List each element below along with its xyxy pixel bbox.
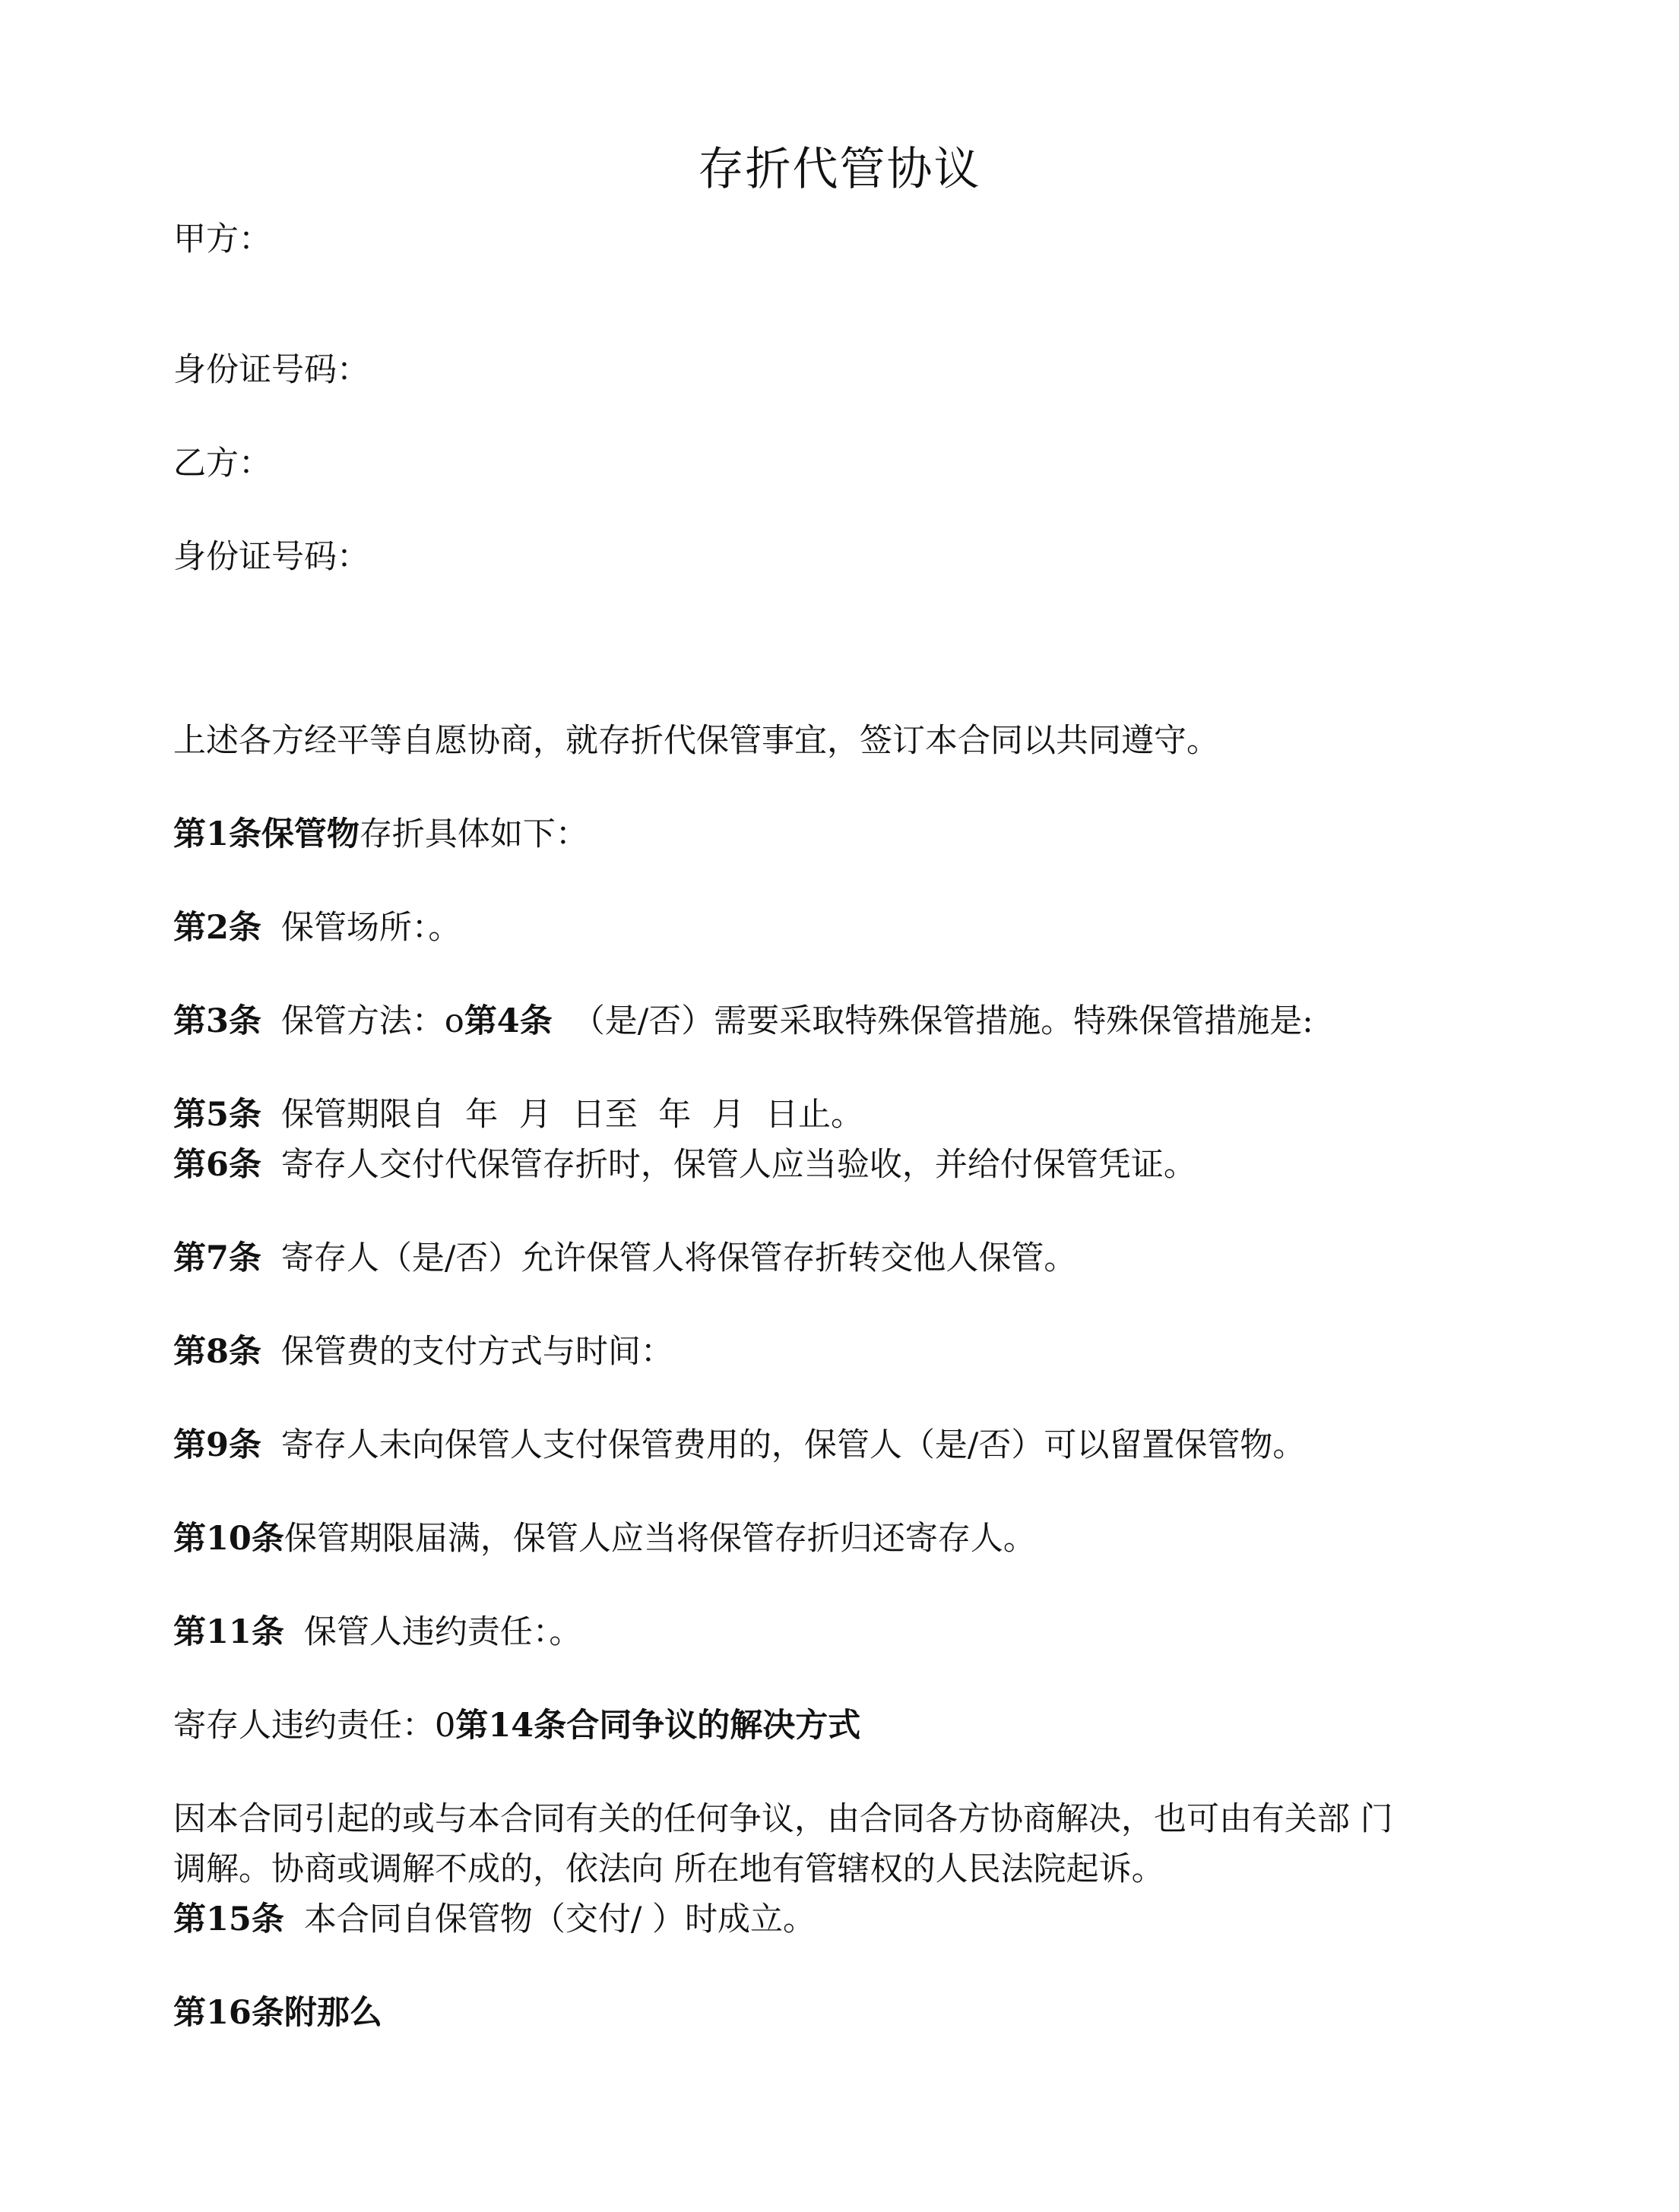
article-5-number: 第5条 <box>173 1096 261 1134</box>
article-6-text: 寄存人交付代保管存折时，保管人应当验收，并给付保管凭证。 <box>280 1146 1196 1184</box>
article-5-text: 保管期限自 年 月 日至 年 月 日止。 <box>280 1096 863 1134</box>
article-6 <box>173 1142 1196 1188</box>
depositor-liability-and-article-14 <box>173 1703 860 1748</box>
depositor-liability-text: 寄存人违约责任：0 <box>173 1707 456 1745</box>
article-3-number: 第3条 <box>173 1002 261 1040</box>
article-10-text: 保管期限届满，保管人应当将保管存折归还寄存人。 <box>284 1520 1036 1558</box>
dispute-line-1: 因本合同引起的或与本合同有关的任何争议，由合同各方协商解决，也可由有关部 门 <box>173 1800 1393 1838</box>
party-a-id-label: 身份证号码： <box>173 351 369 389</box>
article-16-text: 附那么 <box>284 1994 382 2032</box>
article-8-text: 保管费的支付方式与时间： <box>280 1333 673 1371</box>
article-7-number: 第7条 <box>173 1239 261 1277</box>
article-11-number: 第11条 <box>173 1613 284 1651</box>
article-15 <box>173 1897 816 1942</box>
article-4-number: 第4条 <box>464 1002 553 1040</box>
article-14-text: 合同争议的解决方式 <box>566 1707 861 1745</box>
article-15-number: 第15条 <box>173 1900 284 1938</box>
article-10-number: 第10条 <box>173 1520 284 1558</box>
article-14-number: 第14条 <box>455 1707 567 1745</box>
article-7 <box>173 1236 1076 1281</box>
article-4-text: （是/否）需要采取特殊保管措施。特殊保管措施是: <box>572 1002 1313 1040</box>
article-8 <box>173 1329 673 1375</box>
article-10 <box>173 1516 1036 1562</box>
article-9-text: 寄存人未向保管人支付保管费用的，保管人（是/否）可以留置保管物。 <box>280 1426 1306 1464</box>
party-b-id-label: 身份证号码： <box>173 538 369 576</box>
article-9-number: 第9条 <box>173 1426 261 1464</box>
dispute-line-2: 调解。协商或调解不成的，依法向 所在地有管辖权的人民法院起诉。 <box>173 1850 1164 1888</box>
article-2-text: 保管场所：。 <box>280 909 461 947</box>
preamble: 上述各方经平等自愿协商，就存折代保管事宜，签订本合同以共同遵守。 <box>173 722 1219 760</box>
article-8-number: 第8条 <box>173 1333 261 1371</box>
article-9 <box>173 1422 1305 1468</box>
article-1-text: 存折具体如下： <box>359 815 588 853</box>
article-1-bold-term: 保管物 <box>261 815 360 853</box>
article-6-number: 第6条 <box>173 1146 261 1184</box>
article-11-text: 保管人违约责任：。 <box>303 1613 582 1651</box>
document-title: 存折代管协议 <box>698 143 981 196</box>
article-11 <box>173 1609 581 1655</box>
article-15-text: 本合同自保管物（交付/ ）时成立。 <box>303 1900 816 1938</box>
article-16-number: 第16条 <box>173 1994 284 2032</box>
article-2 <box>173 905 461 951</box>
party-a-label: 甲方： <box>173 220 271 258</box>
article-2-number: 第2条 <box>173 909 261 947</box>
article-1-number: 第1条 <box>173 815 261 853</box>
article-1 <box>173 812 588 857</box>
party-b-label: 乙方： <box>173 445 271 483</box>
article-3-4 <box>173 998 1313 1044</box>
article-5 <box>173 1092 863 1138</box>
article-16 <box>173 1990 382 2036</box>
article-7-text: 寄存人（是/否）允许保管人将保管存折转交他人保管。 <box>280 1239 1077 1277</box>
article-3-text: 保管方法：o <box>280 1002 464 1040</box>
